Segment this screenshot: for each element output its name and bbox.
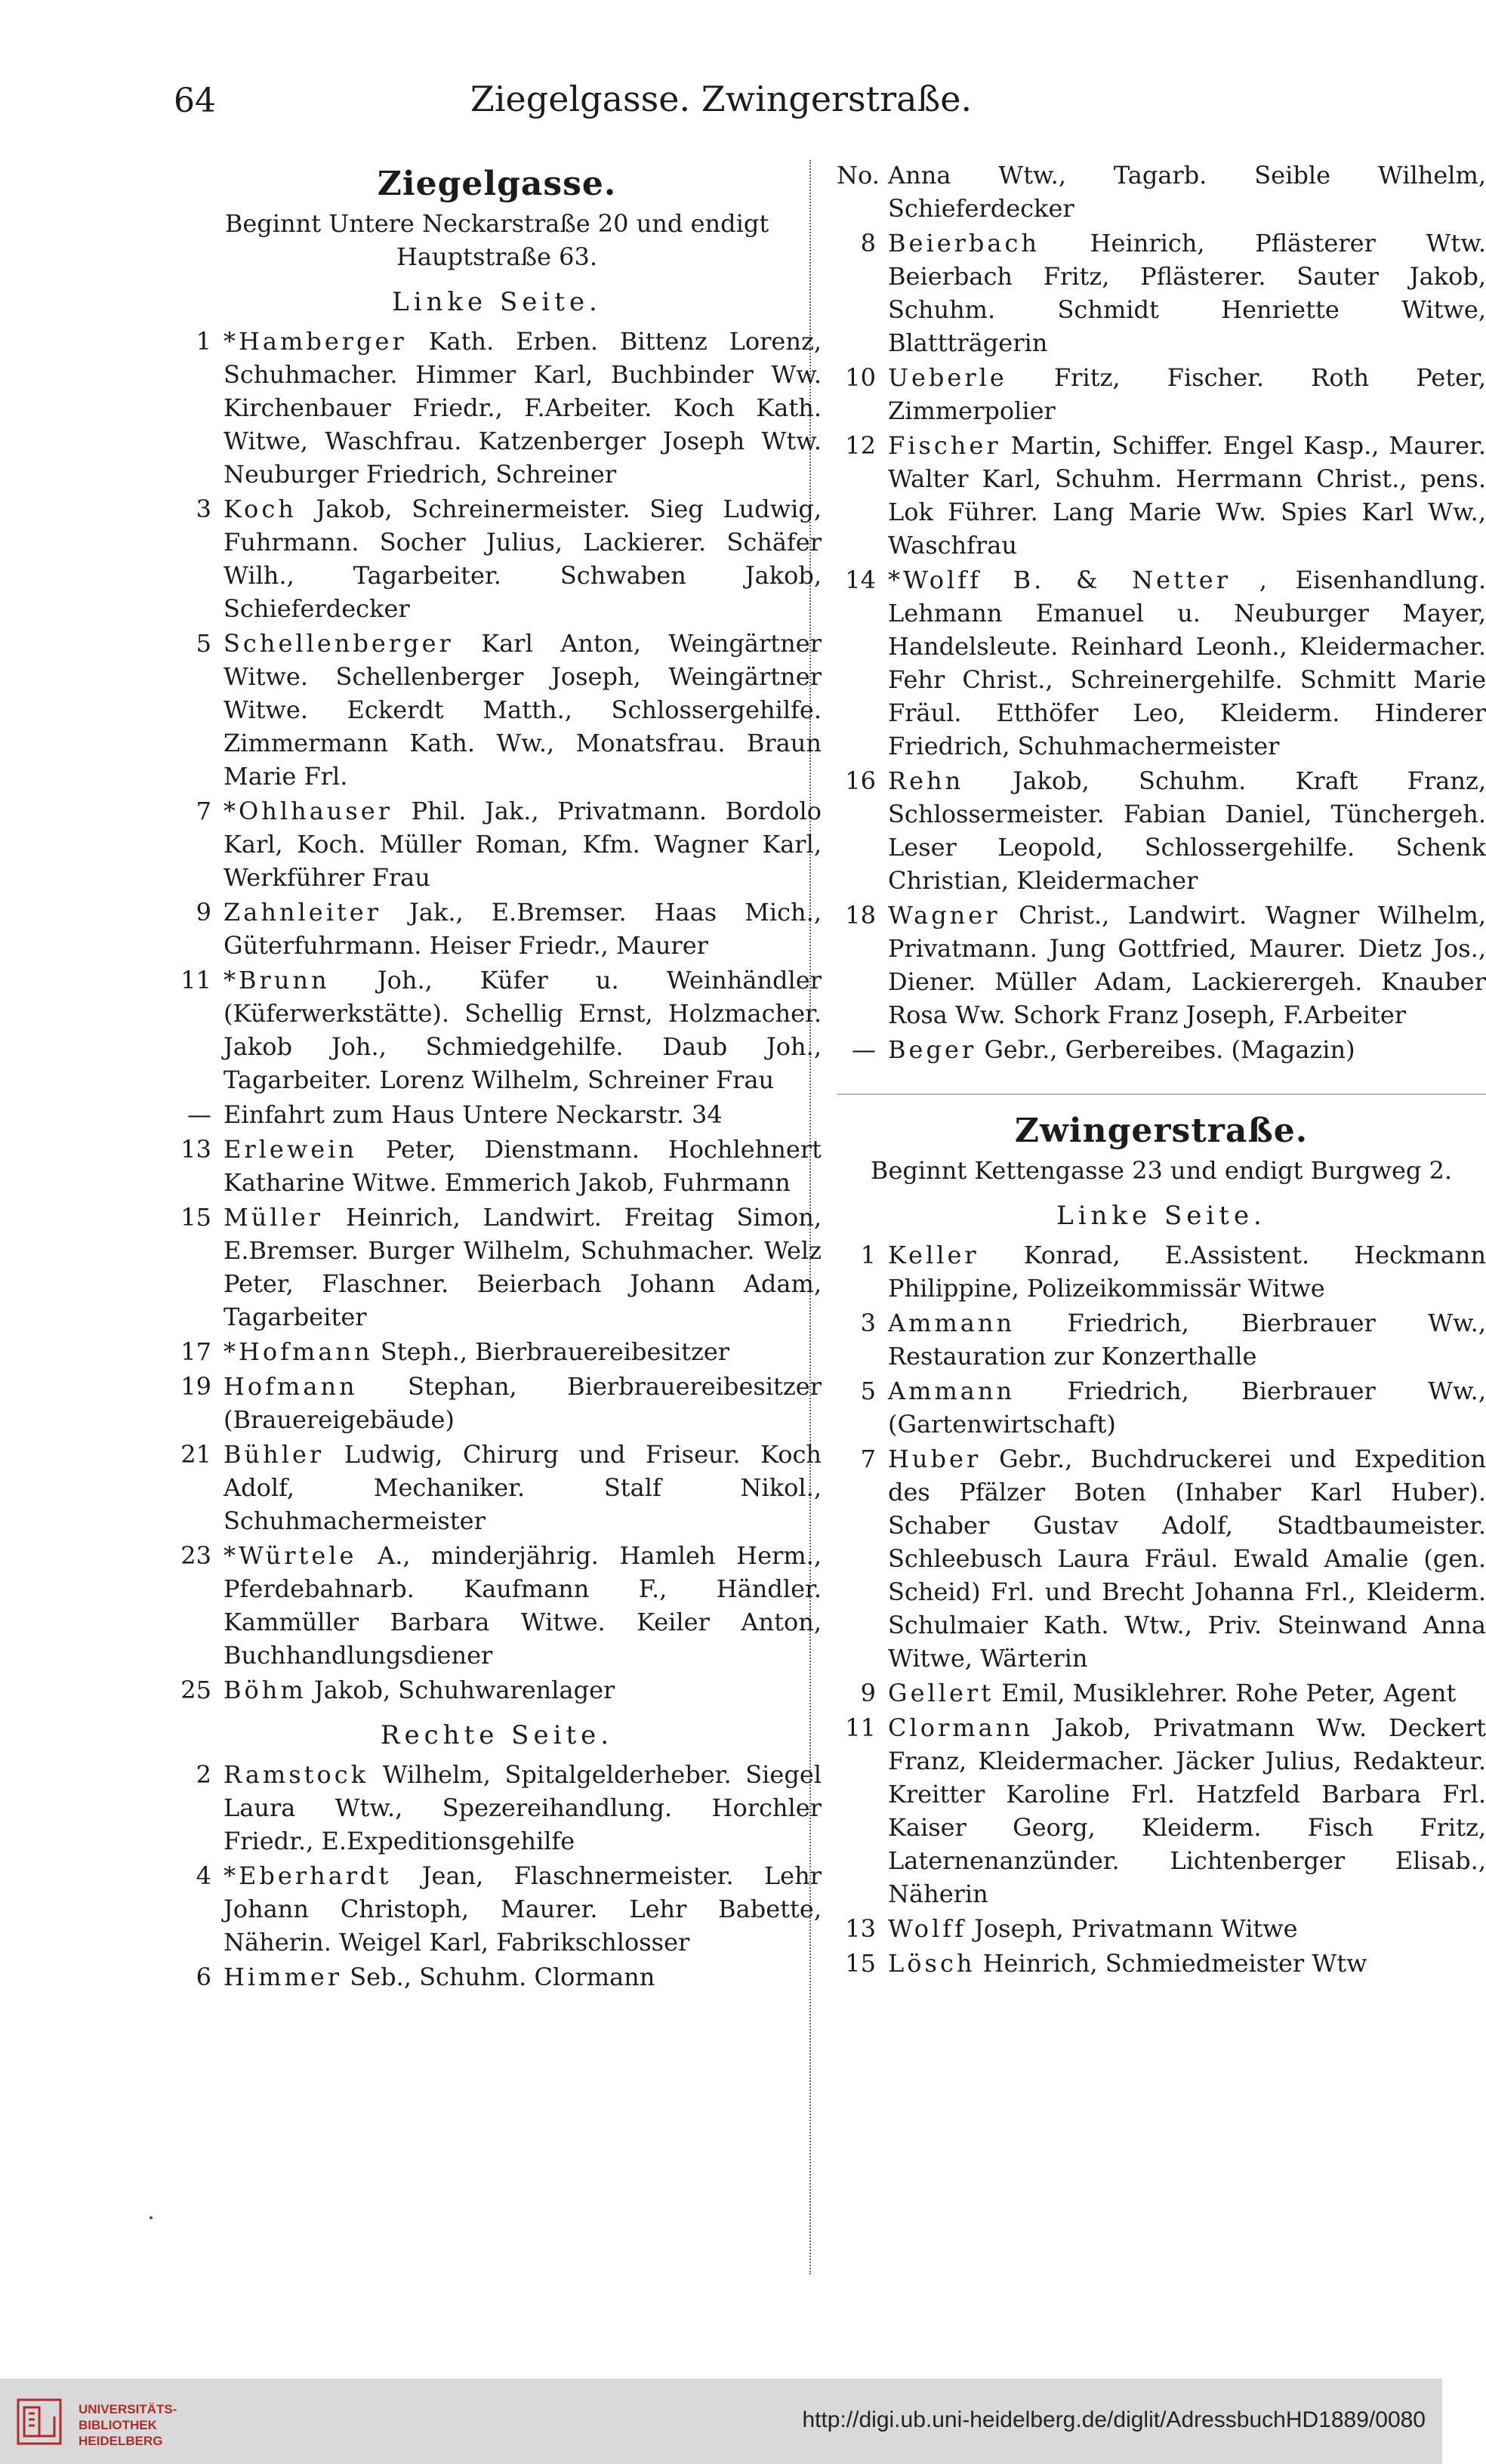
house-number: 17 (180, 1337, 211, 1366)
house-owner: Böhm (224, 1676, 307, 1704)
entry-text: , Eisenhandlung. Lehmann Emanuel u. Neuburger Mayer, Handelsleute. Reinhard Leonh., Kleidermacher. Fehr Christ., Schreinergehilfe. Schmitt Marie Fräul. Etthöfer Leo, Kleiderm. Hinderer Friedrich, Schuhmachermeister (888, 566, 1486, 760)
side-heading-left: Linke Seite. (1056, 1201, 1266, 1231)
entry-text: Emil, Musiklehrer. Rohe Peter, Agent (1001, 1679, 1457, 1707)
library-name-line: UNIVERSITÄTS- (79, 2402, 177, 2416)
house-number: 3 (196, 495, 211, 523)
library-name[interactable] (79, 2401, 177, 2449)
entry-text: Joh., Küfer u. Weinhändler (Küferwerkstätte). Schellig Ernst, Holzmacher. Jakob Joh., Schmiedgehilfe. Daub Joh., Tagarbeiter. Lorenz Wilhelm, Schreiner Frau (224, 966, 822, 1094)
house-number: 10 (845, 363, 876, 392)
street-title: Ziegelgasse. (377, 165, 617, 203)
house-owner: Gellert (888, 1679, 994, 1707)
directory-entry (837, 764, 1486, 897)
entry-text: Jak., E.Bremser. Haas Mich., Güterfuhrmann. Heiser Friedr., Maurer (224, 898, 822, 960)
house-number: 21 (180, 1440, 211, 1469)
street-description: Beginnt Kettengasse 23 und endigt Burgweg 2. (870, 1156, 1453, 1185)
library-name-line: BIBLIOTHEK (79, 2418, 157, 2432)
directory-entry (837, 1374, 1486, 1441)
house-number: 23 (180, 1541, 211, 1570)
house-number: 5 (196, 629, 211, 658)
entry-text: Joseph, Privatmann Witwe (974, 1914, 1298, 1943)
house-owner: Clormann (888, 1713, 1033, 1742)
street-title: Zwingerstraße. (1014, 1112, 1309, 1150)
entry-text: Gebr., Gerbereibes. (Magazin) (984, 1035, 1355, 1064)
house-owner: Ueberle (888, 363, 1007, 392)
house-owner: Ramstock (224, 1760, 369, 1789)
entry-text: Ludwig, Chirurg und Friseur. Koch Adolf, Mechaniker. Stalf Nikol., Schuhmachermeister (224, 1440, 822, 1535)
house-owner: Wolff (888, 1914, 967, 1943)
directory-entry (837, 1711, 1486, 1910)
print-speck (150, 2216, 153, 2219)
directory-entry (172, 1370, 822, 1436)
house-number: 7 (860, 1445, 876, 1473)
house-owner: Bühler (224, 1440, 325, 1469)
house-number: 2 (196, 1760, 211, 1789)
directory-entry (172, 1438, 822, 1537)
directory-entry (837, 1947, 1486, 1980)
house-owner: *Eberhardt (224, 1861, 392, 1890)
entry-text: Heinrich, Pflästerer Wtw. Beierbach Fritz, Pflästerer. Sauter Jakob, Schuhm. Schmidt Henriette Witwe, Blattträgerin (888, 229, 1486, 357)
directory-entry (172, 964, 822, 1096)
house-owner: Hofmann (224, 1372, 358, 1401)
entry-text: Kath. Erben. Bittenz Lorenz, Schuhmacher. Himmer Karl, Buchbinder Ww. Kirchenbauer Friedr., F.Arbeiter. Koch Kath. Witwe, Waschfrau. Katzenberger Joseph Wtw. Neuburger Friedrich, Schreiner (224, 327, 822, 489)
entry-text: Peter, Dienstmann. Hochlehnert Katharine Witwe. Emmerich Jakob, Fuhrmann (224, 1135, 822, 1197)
running-head: Ziegelgasse. Zwingerstraße. (470, 79, 973, 119)
house-owner: Erlewein (224, 1135, 357, 1164)
entry-text: Jakob, Privatmann Ww. Deckert Franz, Kleidermacher. Jäcker Julius, Redakteur. Kreitter Karoline Frl. Hatzfeld Barbara Frl. Kaiser Georg, Kleiderm. Fisch Fritz, Laternenanzünder. Lichtenberger Elisab., Näherin (888, 1713, 1486, 1908)
university-library-logo-icon[interactable] (17, 2398, 62, 2445)
directory-entry (172, 627, 822, 793)
entry-text: Steph., Bierbrauereibesitzer (380, 1337, 730, 1366)
library-name-line: HEIDELBERG (79, 2434, 163, 2448)
house-owner: Himmer (224, 1963, 343, 1991)
house-number: 25 (180, 1676, 211, 1704)
entry-text: Jakob, Schuhm. Kraft Franz, Schlossermeister. Fabian Daniel, Tünchergeh. Leser Leopold, Schlossergehilfe. Schenk Christian, Kleidermacher (888, 766, 1486, 895)
entry-text: Phil. Jak., Privatmann. Bordolo Karl, Koch. Müller Roman, Kfm. Wagner Karl, Werkführer Frau (224, 797, 822, 892)
directory-entry (837, 899, 1486, 1032)
entry-text: Heinrich, Schmiedmeister Wtw (982, 1949, 1367, 1978)
house-number: 5 (860, 1377, 876, 1405)
house-number: 9 (860, 1679, 876, 1707)
directory-entry (172, 1133, 822, 1199)
house-number: 13 (180, 1135, 211, 1164)
house-number: 14 (845, 566, 876, 594)
directory-entry (837, 361, 1486, 427)
entry-text: Friedrich, Bierbrauer Ww., (Gartenwirtschaft) (888, 1377, 1486, 1439)
house-owner: Müller (224, 1203, 324, 1232)
entry-text: Karl Anton, Weingärtner Witwe. Schellenberger Joseph, Weingärtner Witwe. Eckerdt Matth., Schlossergehilfe. Zimmermann Kath. Ww., Monatsfrau. Braun Marie Frl. (224, 629, 822, 791)
house-owner: Schellenberger (224, 629, 454, 658)
directory-entry (172, 1201, 822, 1334)
entry-text: Einfahrt zum Haus Untere Neckarstr. 34 (224, 1100, 723, 1129)
side-heading-left: Linke Seite. (392, 287, 602, 317)
entry-list-left-side (172, 325, 822, 1707)
house-number: 18 (845, 901, 876, 930)
entry-text: Jakob, Schuhwarenlager (313, 1676, 615, 1704)
entry-text: Anna Wtw., Tagarb. Seible Wilhelm, Schieferdecker (888, 161, 1486, 223)
page-number: 64 (174, 82, 216, 120)
house-number: 1 (860, 1241, 876, 1269)
house-owner: Wagner (888, 901, 1000, 930)
street-description: Beginnt Untere Neckarstraße 20 und endigt Hauptstraße 63. (224, 209, 769, 271)
entry-text: Seb., Schuhm. Clormann (350, 1963, 655, 1991)
source-link[interactable]: http://digi.ub.uni-heidelberg.de/diglit/AdressbuchHD1889/0080 (802, 2407, 1426, 2432)
entry-text: Martin, Schiffer. Engel Kasp., Maurer. Walter Karl, Schuhm. Herrmann Christ., pens. Lok Führer. Lang Marie Ww. Spies Karl Ww., Waschfrau (888, 431, 1486, 560)
house-owner: Ammann (888, 1377, 1016, 1405)
house-owner: *Würtele (224, 1541, 357, 1570)
directory-entry (172, 794, 822, 894)
house-owner: Rehn (888, 766, 964, 795)
house-owner: *Hamberger (224, 327, 407, 356)
house-number: 15 (180, 1203, 211, 1232)
house-owner: Koch (224, 495, 297, 523)
left-column (172, 159, 822, 1995)
entry-list-left-side (837, 1238, 1486, 1980)
directory-entry (837, 227, 1486, 359)
house-number: 1 (196, 327, 211, 356)
directory-entry (837, 1676, 1486, 1710)
directory-entry (837, 1912, 1486, 1945)
directory-entry (172, 1098, 822, 1131)
entry-text: Heinrich, Landwirt. Freitag Simon, E.Bremser. Burger Wilhelm, Schuhmacher. Welz Peter, Flaschner. Beierbach Johann Adam, Tagarbeiter (224, 1203, 822, 1331)
house-number: 4 (196, 1861, 211, 1890)
house-number: 16 (845, 766, 876, 795)
entry-text: Stephan, Bierbrauereibesitzer (Brauereigebäude) (224, 1372, 822, 1434)
directory-entry (837, 1442, 1486, 1675)
entry-text: Jakob, Schreinermeister. Sieg Ludwig, Fuhrmann. Socher Julius, Lackierer. Schäfer Wilh., Tagarbeiter. Schwaben Jakob, Schieferdecker (224, 495, 822, 623)
entry-text: Wilhelm, Spitalgelderheber. Siegel Laura Wtw., Spezereihandlung. Horchler Friedr., E.Expeditionsgehilfe (224, 1760, 822, 1855)
directory-entry (172, 492, 822, 625)
entry-text: Christ., Landwirt. Wagner Wilhelm, Privatmann. Jung Gottfried, Maurer. Dietz Jos., Diener. Müller Adam, Lackierergeh. Knauber Rosa Ww. Schork Franz Joseph, F.Arbeiter (888, 901, 1486, 1029)
house-owner: *Wolff B. & Netter (888, 566, 1232, 594)
house-number: 12 (845, 431, 876, 460)
house-owner: *Ohlhauser (224, 797, 393, 825)
house-owner: *Hofmann (224, 1337, 373, 1366)
side-heading-right: Rechte Seite. (380, 1720, 614, 1750)
continuation-entry (837, 159, 1486, 225)
entry-text: Jean, Flaschnermeister. Lehr Johann Christoph, Maurer. Lehr Babette, Näherin. Weigel Karl, Fabrikschlosser (224, 1861, 822, 1957)
house-owner: Huber (888, 1445, 982, 1473)
directory-entry (172, 896, 822, 962)
house-number: 15 (845, 1949, 876, 1978)
house-owner: *Brunn (224, 966, 330, 995)
house-number: 8 (860, 229, 876, 258)
entry-text: Friedrich, Bierbrauer Ww., Restauration zur Konzerthalle (888, 1309, 1486, 1371)
house-number: 9 (196, 898, 211, 927)
footer-bar (0, 2379, 1442, 2464)
house-number: 13 (845, 1914, 876, 1943)
directory-entry (172, 1335, 822, 1368)
directory-entry (172, 1960, 822, 1994)
house-number: 7 (196, 797, 211, 825)
house-owner: Zahnleiter (224, 898, 382, 927)
house-number: 3 (860, 1309, 876, 1337)
house-number: 19 (180, 1372, 211, 1401)
house-owner: Beierbach (888, 229, 1041, 258)
entry-text: Fritz, Fischer. Roth Peter, Zimmerpolier (888, 363, 1486, 425)
house-owner: Fischer (888, 431, 1001, 460)
house-owner: Keller (888, 1241, 979, 1269)
entry-text: A., minderjährig. Hamleh Herm., Pferdebahnarb. Kaufmann F., Händler. Kammüller Barbara Witwe. Keiler Anton, Buchhandlungsdiener (224, 1541, 822, 1670)
section-divider (837, 1077, 1486, 1095)
directory-entry (172, 1539, 822, 1672)
house-owner: Ammann (888, 1309, 1016, 1337)
house-number: — (852, 1035, 876, 1064)
directory-entry (837, 1238, 1486, 1305)
entry-list-right-side (172, 1758, 822, 1994)
house-number: 11 (845, 1713, 876, 1742)
right-column (837, 159, 1486, 1981)
directory-entry (837, 1033, 1486, 1066)
entry-text: Gebr., Buchdruckerei und Expedition des Pfälzer Boten (Inhaber Karl Huber). Schaber Gustav Adolf, Stadtbaumeister. Schleebusch Laura Fräul. Ewald Amalie (gen. Scheid) Frl. und Brecht Johanna Frl., Kleiderm. Schulmaier Kath. Wtw., Priv. Steinwand Anna Witwe, Wärterin (888, 1445, 1486, 1673)
entry-list-right-side (837, 227, 1486, 1066)
entry-text: Konrad, E.Assistent. Heckmann Philippine, Polizeikommissär Witwe (888, 1241, 1486, 1303)
directory-entry (837, 429, 1486, 562)
directory-entry (172, 1758, 822, 1858)
directory-entry (172, 1673, 822, 1707)
directory-entry (837, 563, 1486, 763)
directory-entry (172, 1859, 822, 1959)
directory-entry (172, 325, 822, 491)
house-owner: Beger (888, 1035, 977, 1064)
house-number: — (187, 1100, 211, 1129)
house-number: 6 (196, 1963, 211, 1991)
directory-entry (837, 1306, 1486, 1373)
house-number: No. (837, 161, 880, 190)
house-number: 11 (180, 966, 211, 995)
house-owner: Lösch (888, 1949, 976, 1978)
